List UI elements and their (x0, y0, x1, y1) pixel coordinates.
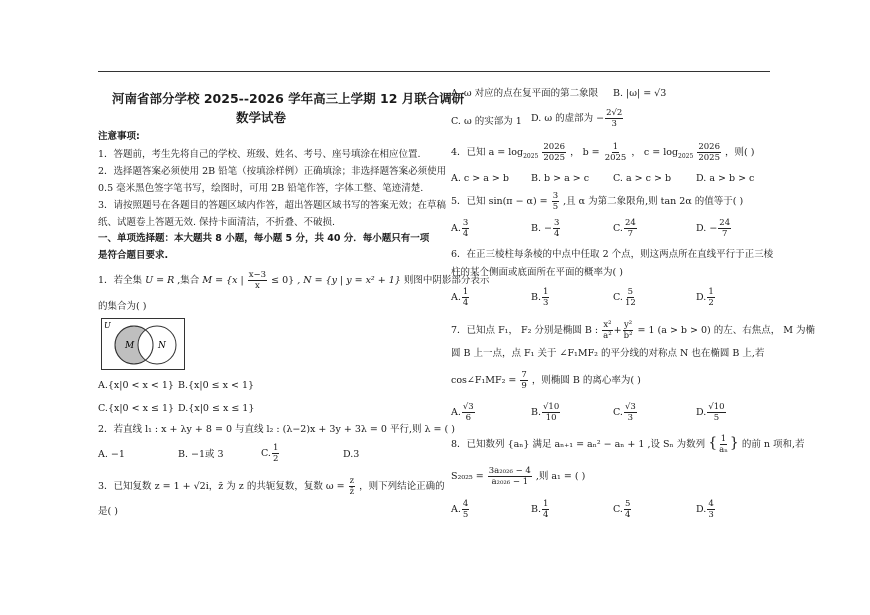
q4-log-base-1: 2025 (523, 152, 539, 160)
q7-option-d (696, 402, 727, 423)
q5-option-a-label: A. (451, 223, 461, 234)
q1-universal: U = R (145, 275, 175, 286)
note-3a: 3．请按照题号在各题目的答题区域内作答，超出答题区域书写的答案无效；在草稿 (98, 200, 447, 211)
q2-option-d: D.3 (343, 449, 360, 460)
q8-option-a-num: 4 (462, 499, 469, 509)
q6-option-c-frac (624, 287, 637, 308)
q1-option-b: B.{x|0 ≤ x < 1} (178, 380, 255, 391)
q7-option-d-frac (707, 402, 725, 423)
q8-frac-num: 1 (720, 434, 727, 444)
q8-option-a-den: 5 (462, 510, 469, 520)
q7-option-d-num: √10 (708, 402, 725, 412)
q8-option-b-frac (542, 499, 549, 520)
q4-frac-2-den: 2025 (604, 153, 627, 163)
exam-subtitle: 数学试卷 (236, 110, 287, 125)
q8-frac (718, 434, 729, 455)
q1-option-c: C.{x|0 < x ≤ 1} (98, 403, 175, 414)
q6-option-d-label: D. (696, 292, 707, 303)
q8-stem-a-text: 8．已知数列 {aₙ} 满足 aₙ₊₁ = aₙ² − aₙ + 1 ,设 Sₙ 为数列 (451, 439, 706, 450)
q4-frac-3-den: 2025 (698, 153, 720, 163)
q7-option-c-num: √3 (624, 402, 636, 412)
q5-option-a-num: 3 (462, 218, 469, 228)
q3-option-d-num: 2√2 (606, 108, 623, 118)
q5-option-d-label: D. − (696, 223, 718, 234)
q5-option-c (613, 218, 638, 239)
venn-label-n: N (158, 341, 166, 351)
q7-option-b-label: B. (531, 407, 542, 418)
q1-option-d: D.{x|0 ≤ x ≤ 1} (178, 403, 255, 414)
q7-option-a-num: √3 (462, 402, 474, 412)
q8-option-d-den: 3 (708, 510, 714, 520)
note-2b: 0.5 毫米黑色签字笔书写，绘图时，可用 2B 铅笔作答，字体工整、笔迹清楚. (98, 183, 424, 194)
q3-option-d-label: D. ω 的虚部为 − (531, 113, 605, 124)
q6-option-d (696, 287, 716, 308)
q4-frac-3 (697, 142, 721, 163)
q5-option-b (531, 218, 561, 239)
q8-option-d-label: D. (696, 504, 707, 515)
q7-option-a-den: 6 (465, 413, 472, 423)
q7-stem-c: 圆 B 上一点，点 F₁ 关于 ∠F₁MF₂ 的平分线的对称点 N 也在椭圆 B 上,若 (451, 348, 765, 359)
q3-stem (98, 476, 445, 497)
q8-option-d-frac (707, 499, 714, 520)
q4-frac-1 (542, 142, 566, 163)
q7-option-c-den: 3 (627, 413, 634, 423)
q8-sum-frac (488, 466, 532, 487)
q8-sum-num: 3a₂₀₂₆ − 4 (488, 466, 531, 476)
q7-option-b (531, 402, 561, 423)
q1-frac-den: x (255, 281, 260, 291)
q6-option-b-num: 1 (543, 287, 549, 297)
q5-option-a-frac (462, 218, 469, 239)
q3-option-d (531, 108, 624, 129)
q5-option-c-den: 7 (627, 229, 634, 239)
q7-option-c-label: C. (613, 407, 623, 418)
section-heading-b: 是符合题目要求. (98, 250, 169, 261)
q7-stem-a (451, 320, 815, 341)
q6-option-c (613, 287, 638, 308)
q4-stem-b: ， b = (570, 147, 600, 158)
q8-option-b-num: 1 (543, 499, 549, 509)
q4-stem-c: ， c = log (631, 147, 679, 158)
q7-option-b-num: √10 (543, 402, 560, 412)
note-3b: 纸、试题卷上答题无效. 保持卡面清洁，不折叠、不破损. (98, 217, 336, 228)
q6-stem-b: 柱的某个侧面或底面所在平面的概率为( ) (451, 267, 623, 278)
q4-log-base-2: 2025 (678, 152, 694, 160)
q1-stem (98, 270, 489, 291)
q3-option-d-frac (605, 108, 623, 129)
q6-option-d-num: 1 (708, 287, 714, 297)
q2-option-c-den: 2 (272, 454, 279, 464)
q7-cos-pre: cos∠F₁MF₂ = (451, 375, 517, 386)
q7-option-d-den: 5 (713, 413, 720, 423)
q6-option-a-num: 1 (462, 287, 469, 297)
q5-frac-num: 3 (552, 191, 559, 201)
q1-stem-a: 1．若全集 (98, 275, 143, 286)
q8-frac-den: aₙ (719, 445, 728, 455)
q1-frac (248, 270, 267, 291)
q1-set-n: , N = {y | y = x² + 1} (297, 275, 401, 286)
q4-frac-2 (604, 142, 628, 163)
venn-label-m: M (125, 341, 135, 351)
q4-stem (451, 142, 754, 163)
q8-option-b-label: B. (531, 504, 542, 515)
venn-diagram (101, 318, 185, 370)
q3-frac (349, 476, 355, 497)
q4-option-a: A. c > a > b (451, 173, 509, 184)
q8-sum-den: a₂₀₂₆ − 1 (491, 477, 529, 487)
q5-stem-a: 5．已知 sin(π − α) = (451, 196, 548, 207)
q4-option-c: C. a > c > b (613, 173, 672, 184)
q3-frac-num: z (349, 476, 355, 486)
q6-option-a (451, 287, 470, 308)
q1-frac-num: x−3 (248, 270, 267, 280)
q8-sum (451, 466, 585, 487)
note-2a: 2．选择题答案必须使用 2B 铅笔（按填涂样例）正确填涂；非选择题答案必须使用 (98, 166, 447, 177)
q7-frac-y (623, 320, 634, 341)
q8-option-a-label: A. (451, 504, 461, 515)
q5-stem (451, 191, 743, 212)
q7-cos-post: ，则椭圆 B 的离心率为( ) (531, 375, 641, 386)
q7-frac-x-den: a² (603, 331, 612, 341)
q2-option-c-frac (272, 443, 279, 464)
q5-option-c-num: 24 (624, 218, 636, 228)
q8-sum-pre: S₂₀₂₅ = (451, 471, 484, 482)
q1-set-m-end: ≤ 0} (271, 275, 295, 286)
q4-frac-2-num: 1 (612, 142, 619, 152)
note-1: 1．答题前，考生先将自己的学校、班级、姓名、考号、座号填涂在相应位置. (98, 149, 421, 160)
q7-option-a-label: A. (451, 407, 461, 418)
q3-stem-c: 是( ) (98, 506, 118, 517)
q5-option-d (696, 218, 732, 239)
q8-option-c-label: C. (613, 504, 623, 515)
q5-option-a (451, 218, 470, 239)
q5-option-c-label: C. (613, 223, 623, 234)
q8-option-c-den: 4 (624, 510, 631, 520)
q5-option-b-frac (553, 218, 560, 239)
q8-option-a (451, 499, 470, 520)
q4-option-b: B. b > a > c (531, 173, 590, 184)
q8-option-c-frac (624, 499, 631, 520)
q8-option-b (531, 499, 550, 520)
q4-stem-a: 4．已知 a = log (451, 147, 524, 158)
q2-option-c-num: 1 (272, 443, 279, 453)
q6-option-b (531, 287, 550, 308)
q5-option-b-den: 4 (553, 229, 560, 239)
q6-option-a-den: 4 (462, 298, 469, 308)
q6-option-b-frac (542, 287, 549, 308)
q3-option-c: C. ω 的实部为 1 (451, 116, 522, 127)
q4-stem-d: ，则( ) (725, 147, 755, 158)
q6-option-c-label: C. (613, 292, 623, 303)
q5-option-d-num: 24 (719, 218, 731, 228)
q4-option-d: D. a > b > c (696, 173, 755, 184)
q1-option-a: A.{x|0 < x < 1} (98, 380, 174, 391)
q7-stem-a-text: 7．已知点 F₁， F₂ 分别是椭圆 B : (451, 325, 599, 336)
q3-stem-a: 3．已知复数 z = 1 + √2i，z̄ 为 z 的共轭复数，复数 ω = (98, 481, 345, 492)
q6-stem-a: 6．在正三棱柱每条棱的中点中任取 2 个点，则这两点所在直线平行于正三棱 (451, 249, 774, 260)
q1-stem-b: ,集合 (177, 275, 200, 286)
q6-option-c-num: 5 (627, 287, 634, 297)
q5-option-c-frac (624, 218, 637, 239)
q8-option-c (613, 499, 632, 520)
notes-heading: 注意事项: (98, 131, 140, 142)
q2-stem: 2．若直线 l₁ : x + λy + 8 = 0 与直线 l₂ : (λ−2)x + 3y + 3λ = 0 平行,则 λ = ( ) (98, 424, 455, 435)
q7-stem-b: = 1 (a > b > 0) 的左、右焦点， M 为椭 (637, 325, 816, 336)
q8-option-d-num: 4 (708, 499, 714, 509)
q8-stem-a: 8．已知数列 {aₙ} 满足 aₙ₊₁ = aₙ² − aₙ + 1 ,设 Sₙ 为数列 { $\frac{1}{\text{aₙ}}$ } 的前 n 项和,若 (451, 434, 805, 455)
q6-option-d-den: 2 (708, 298, 714, 308)
q4-frac-1-num: 2026 (543, 142, 566, 152)
q3-stem-b: ，则下列结论正确的 (359, 481, 445, 492)
q3-frac-den: z̄ (349, 487, 355, 497)
q2-option-b: B. −1或 3 (178, 449, 224, 460)
q7-cos (451, 370, 641, 391)
q1-set-m: M = {x | (202, 275, 244, 286)
q5-option-b-label: B. − (531, 223, 552, 234)
q7-frac-x (602, 320, 612, 341)
q7-option-b-frac (542, 402, 560, 423)
q1-stem-c: 则图中阴影部分表示 (403, 275, 490, 286)
q3-option-d-den: 3 (611, 119, 617, 129)
q5-option-d-frac (718, 218, 731, 239)
q7-option-c (613, 402, 638, 423)
q2-option-a: A. −1 (98, 449, 125, 460)
q6-option-b-den: 3 (543, 298, 549, 308)
exam-title: 河南省部分学校 2025--2026 学年高三上学期 12 月联合调研 (112, 91, 465, 106)
q5-option-b-num: 3 (553, 218, 560, 228)
q2-option-c-label: C. (261, 448, 271, 459)
q7-cos-frac (520, 370, 527, 391)
q2-option-c (261, 443, 280, 464)
q7-option-b-den: 10 (545, 413, 557, 423)
q6-option-a-frac (462, 287, 469, 308)
q5-option-d-den: 7 (721, 229, 728, 239)
q7-option-c-frac (624, 402, 637, 423)
venn-label-u: U (104, 321, 111, 330)
q8-option-d (696, 499, 716, 520)
q5-stem-b: ,且 α 为第二象限角,则 tan 2α 的值等于( ) (563, 196, 744, 207)
q5-frac-den: 5 (552, 202, 559, 212)
q5-frac (552, 191, 559, 212)
q8-option-a-frac (462, 499, 469, 520)
q7-cos-den: 9 (521, 381, 527, 391)
q7-frac-y-num: y² (623, 320, 633, 330)
q7-plus: + (613, 325, 622, 336)
q8-option-b-den: 4 (543, 510, 549, 520)
q7-option-d-label: D. (696, 407, 707, 418)
q8-sum-post: ,则 a₁ = ( ) (535, 471, 586, 482)
section-heading-a: 一、单项选择题：本大题共 8 小题，每小题 5 分，共 40 分．每小题只有一项 (98, 233, 430, 244)
q6-option-b-label: B. (531, 292, 542, 303)
q8-option-c-num: 5 (624, 499, 631, 509)
q4-frac-1-den: 2025 (543, 153, 566, 163)
q3-option-a: A. ω 对应的点在复平面的第二象限 (451, 88, 599, 99)
q3-option-b: B. |ω| = √3 (613, 88, 667, 99)
q5-option-a-den: 4 (462, 229, 469, 239)
q7-option-a (451, 402, 476, 423)
q6-option-a-label: A. (451, 292, 461, 303)
q7-cos-num: 7 (521, 370, 527, 380)
q7-frac-x-num: x² (603, 320, 612, 330)
q7-option-a-frac (462, 402, 475, 423)
header-rule (98, 71, 770, 72)
q1-stem-d: 的集合为( ) (98, 301, 147, 312)
q6-option-d-frac (707, 287, 714, 308)
q4-frac-3-num: 2026 (698, 142, 720, 152)
q8-stem-b: 的前 n 项和,若 (741, 439, 805, 450)
q6-option-c-den: 12 (624, 298, 636, 308)
q7-frac-y-den: b² (623, 331, 633, 341)
